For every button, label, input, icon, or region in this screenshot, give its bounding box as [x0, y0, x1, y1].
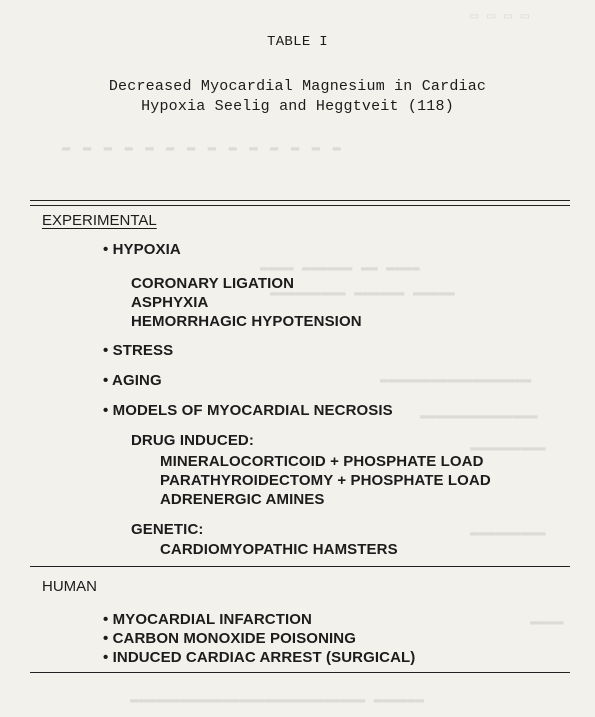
bleed-through-artifact: ▬▬▬▬ ▬▬ ▬▬▬▬▬▬ ▬▬▬▬: [260, 260, 420, 276]
sub-item-coronary-ligation: CORONARY LIGATION: [131, 275, 295, 292]
top-rule-double: [30, 205, 570, 206]
list-item-models: • MODELS OF MYOCARDIAL NECROSIS: [103, 402, 393, 419]
table-caption-line-2: Hypoxia Seelig and Heggtveit (118): [141, 98, 454, 115]
table-caption-line-1: Decreased Myocardial Magnesium in Cardiac: [108, 78, 487, 95]
sub-item-hamsters: CARDIOMYOPATHIC HAMSTERS: [160, 541, 398, 558]
sub-heading-genetic: GENETIC:: [131, 521, 204, 538]
bleed-through-artifact: ▬▬▬▬▬▬▬▬▬: [470, 440, 546, 456]
sub-item-hemorrhagic-hypotension: HEMORRHAGIC HYPOTENSION: [131, 313, 362, 330]
bottom-rule: [30, 672, 570, 673]
bleed-through-artifact: ▬▬▬▬▬▬▬▬▬▬▬▬▬▬: [420, 408, 538, 424]
list-item-hypoxia: • HYPOXIA: [103, 241, 181, 258]
section-rule: [30, 566, 570, 567]
list-item-cardiac-arrest: • INDUCED CARDIAC ARREST (SURGICAL): [103, 649, 416, 666]
bleed-through-artifact: ▬▬▬▬▬ ▬▬▬▬▬▬ ▬▬▬▬▬▬▬▬▬: [270, 285, 455, 301]
sub-item-parathyroidectomy: PARATHYROIDECTOMY + PHOSPHATE LOAD: [160, 472, 491, 489]
sub-item-asphyxia: ASPHYXIA: [131, 294, 209, 311]
sub-item-mineralocorticoid: MINERALOCORTICOID + PHOSPHATE LOAD: [160, 453, 484, 470]
sub-heading-drug-induced: DRUG INDUCED:: [131, 432, 254, 449]
list-item-aging: • AGING: [103, 372, 162, 389]
bleed-through-artifact: ▬▬▬▬▬▬▬▬▬▬▬▬▬▬▬▬▬▬: [380, 372, 532, 388]
list-item-stress: • STRESS: [103, 342, 174, 359]
top-rule: [30, 200, 570, 201]
table-label: TABLE I: [267, 34, 328, 50]
bleed-through-artifact: ▬▬▬▬: [530, 614, 564, 630]
bleed-through-artifact: ▭ ▭ ▭ ▭: [470, 9, 529, 25]
bleed-through-artifact: ▬▬▬▬▬▬▬▬▬: [470, 525, 546, 541]
human-heading: HUMAN: [42, 578, 97, 595]
bleed-through-artifact: ▬▬▬▬▬▬ ▬▬▬▬▬▬▬▬▬▬▬▬▬▬▬▬▬▬▬▬▬▬▬▬▬▬▬▬: [130, 692, 425, 708]
sub-item-adrenergic-amines: ADRENERGIC AMINES: [160, 491, 325, 508]
list-item-myocardial-infarction: • MYOCARDIAL INFARCTION: [103, 611, 312, 628]
list-item-carbon-monoxide: • CARBON MONOXIDE POISONING: [103, 630, 356, 647]
experimental-heading: EXPERIMENTAL: [42, 212, 157, 229]
bleed-through-artifact: ▬ ▬ ▬ ▬ ▬ ▬ ▬ ▬ ▬ ▬ ▬ ▬ ▬ ▬: [60, 140, 341, 156]
